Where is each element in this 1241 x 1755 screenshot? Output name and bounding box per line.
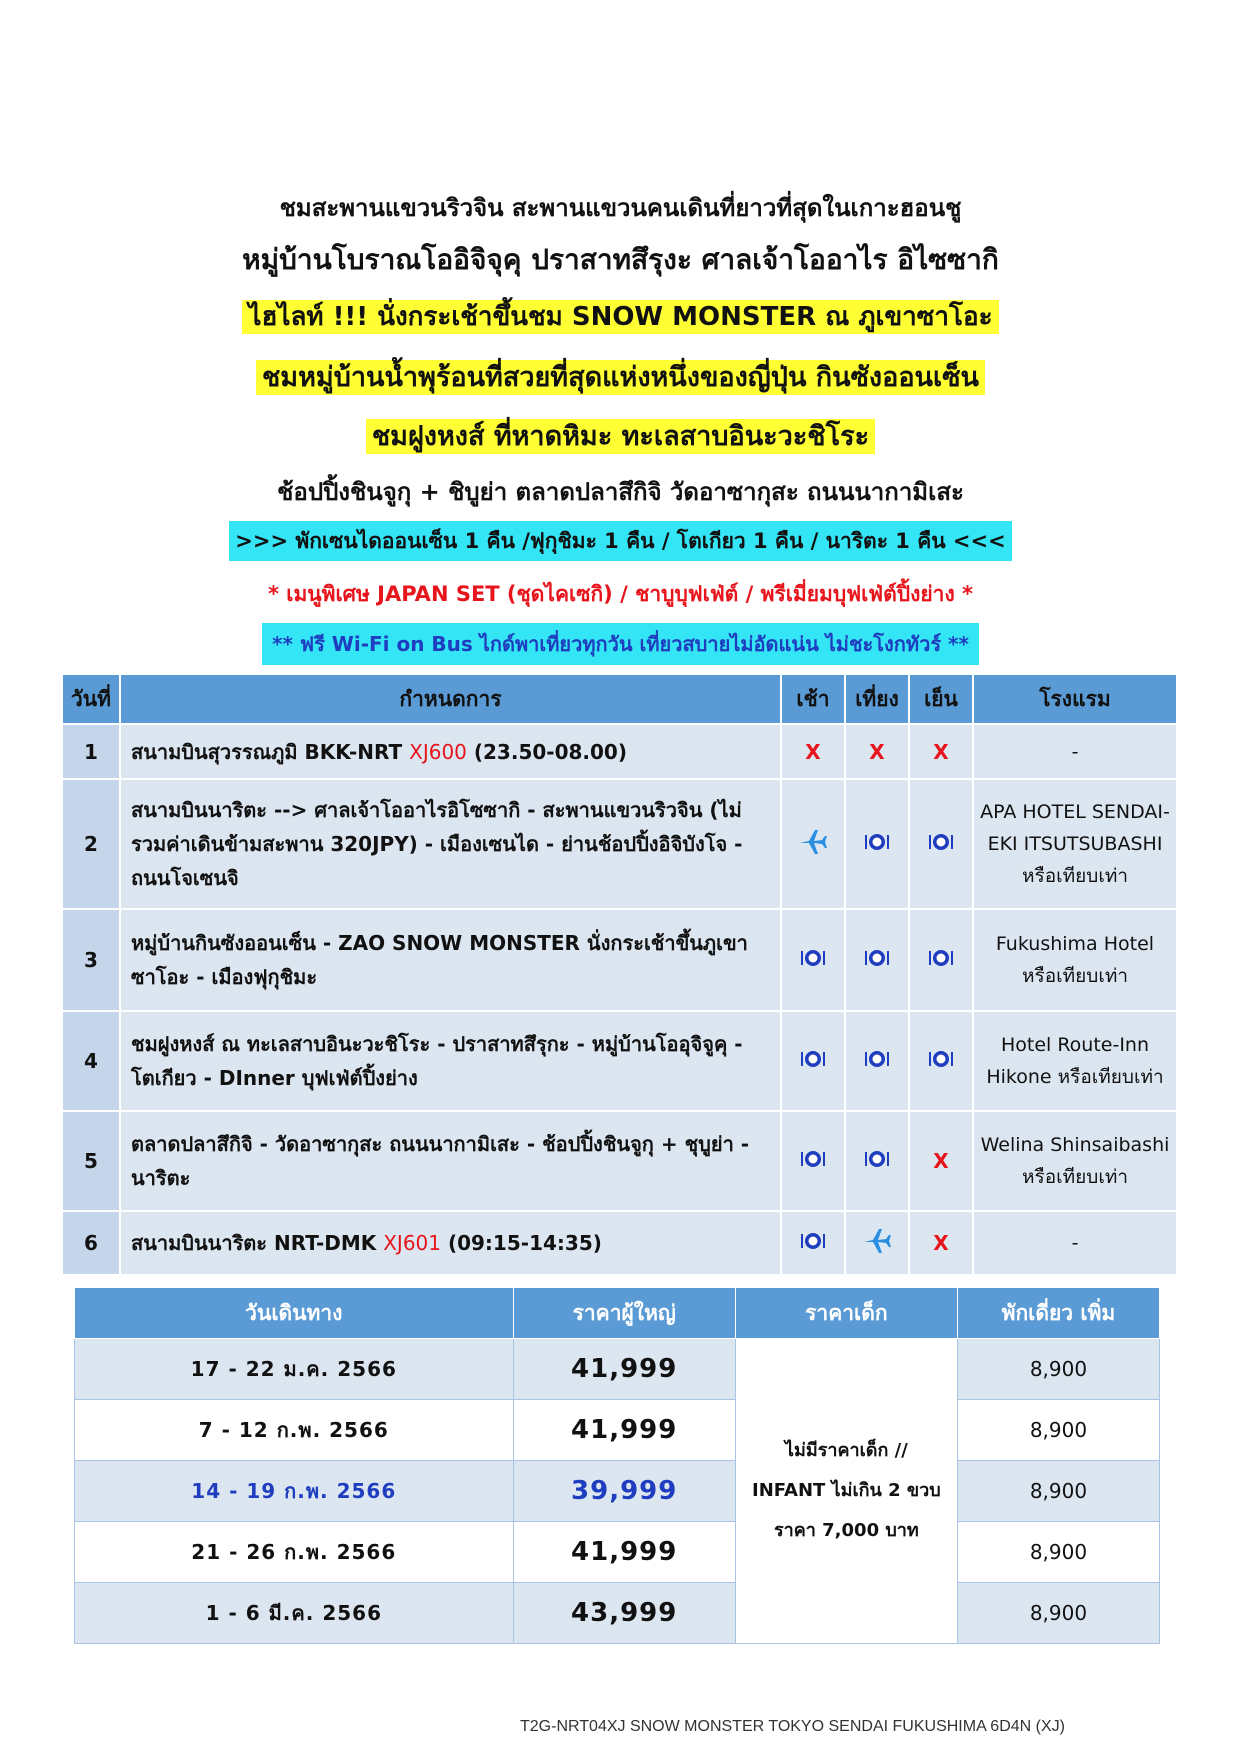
airplane-icon: [797, 826, 829, 863]
headline-4: [0, 355, 1241, 398]
hotel-cell: [973, 724, 1177, 779]
hotel-name: -: [1071, 740, 1079, 763]
day-number: 6: [62, 1211, 120, 1275]
meal-plate-icon: [864, 948, 890, 973]
col-single-header: พักเดี่ยว เพิ่ม: [957, 1288, 1159, 1339]
hotel-name: -: [1071, 1232, 1079, 1254]
hotel-alt: Hikone หรือเทียบเท่า: [986, 1066, 1164, 1088]
headline-2: [0, 238, 1241, 282]
no-meal-icon: X: [933, 739, 949, 764]
hotel-alt: หรือเทียบเท่า: [1021, 865, 1129, 887]
itinerary-row: [62, 1211, 1177, 1275]
price-row: [75, 1583, 1160, 1644]
meal-plate-icon: [928, 1049, 954, 1074]
meal-dinner: [909, 1211, 973, 1275]
price-row: [75, 1400, 1160, 1461]
no-meal-icon: X: [933, 1149, 949, 1173]
meal-breakfast: [781, 909, 845, 1011]
hotel-cell: [973, 779, 1177, 909]
hotel-alt: หรือเทียบเท่า: [1021, 965, 1129, 987]
meal-plate-icon: [800, 1149, 826, 1174]
no-meal-icon: X: [933, 1231, 949, 1255]
meal-lunch: [845, 909, 909, 1011]
program-text: สนามบินนาริตะ NRT-DMK: [131, 1231, 384, 1255]
headline-1-text: ชมสะพานแขวนริวจิน สะพานแขวนคนเดินที่ยาวที่สุดในเกาะฮอนชู: [279, 194, 962, 222]
hotel-name: Welina Shinsaibashi: [980, 1134, 1170, 1156]
price-date: 1 - 6 มี.ค. 2566: [75, 1583, 514, 1644]
price-adult: 43,999: [513, 1583, 735, 1644]
no-meal-icon: X: [869, 739, 885, 764]
meal-dinner: [909, 1011, 973, 1111]
flight-number: XJ600: [409, 739, 467, 764]
headline-2-text: หมู่บ้านโบราณโออิจิจุคุ ปราสาทสึรุงะ ศาลเจ้าโออาไร อิไซซากิ: [242, 243, 999, 276]
flight-number: XJ601: [383, 1231, 441, 1255]
price-single: 8,900: [957, 1461, 1159, 1522]
price-single: 8,900: [957, 1522, 1159, 1583]
price-date: 14 - 19 ก.พ. 2566: [75, 1461, 514, 1522]
hotel-cell: [973, 909, 1177, 1011]
price-single: 8,900: [957, 1583, 1159, 1644]
meal-breakfast: [781, 1011, 845, 1111]
day-number: 1: [62, 724, 120, 779]
day-number: 2: [62, 779, 120, 909]
meal-lunch: [845, 1011, 909, 1111]
hotel-name: APA HOTEL SENDAI-EKI ITSUTSUBASHI: [980, 801, 1170, 855]
meal-breakfast: [781, 779, 845, 909]
headline-7-text: >>> พักเซนไดออนเซ็น 1 คืน /ฟุกุชิมะ 1 คืน / โตเกียว 1 คืน / นาริตะ 1 คืน <<<: [229, 521, 1011, 561]
itinerary-header-row: [62, 674, 1177, 724]
headline-1: [0, 188, 1241, 227]
day-program: [120, 779, 781, 909]
price-adult: 41,999: [513, 1522, 735, 1583]
program-text: หมู่บ้านกินซังออนเซ็น - ZAO SNOW MONSTER นั่งกระเช้าขึ้นภูเขาซาโอะ - เมืองฟุกุชิมะ: [131, 931, 748, 989]
headline-5-text: ชมฝูงหงส์ ที่หาดหิมะ ทะเลสาบอินะวะชิโระ: [366, 419, 875, 454]
price-adult: 41,999: [513, 1339, 735, 1400]
itinerary-row: [62, 724, 1177, 779]
day-program: [120, 1211, 781, 1275]
col-breakfast-header: เช้า: [781, 674, 845, 724]
day-program: [120, 1111, 781, 1211]
headline-9: [0, 628, 1241, 660]
headline-3: [0, 296, 1241, 337]
headline-8: [0, 578, 1241, 611]
hotel-cell: [973, 1111, 1177, 1211]
hotel-alt: หรือเทียบเท่า: [1021, 1166, 1129, 1188]
hotel-cell: [973, 1011, 1177, 1111]
meal-breakfast: [781, 724, 845, 779]
program-text: สนามบินสุวรรณภูมิ BKK-NRT: [131, 739, 410, 764]
hotel-name: Hotel Route-Inn: [1000, 1034, 1150, 1056]
col-child-header: ราคาเด็ก: [735, 1288, 957, 1339]
program-time: (23.50-08.00): [466, 739, 627, 764]
meal-plate-icon: [800, 948, 826, 973]
col-program-header: กำหนดการ: [120, 674, 781, 724]
headline-5: [0, 414, 1241, 457]
price-adult: 41,999: [513, 1400, 735, 1461]
meal-dinner: [909, 1111, 973, 1211]
price-row: [75, 1461, 1160, 1522]
col-lunch-header: เที่ยง: [845, 674, 909, 724]
col-day-header: วันที่: [62, 674, 120, 724]
day-program: [120, 909, 781, 1011]
meal-breakfast: [781, 1111, 845, 1211]
meal-plate-icon: [800, 1231, 826, 1256]
price-single: 8,900: [957, 1339, 1159, 1400]
day-program: [120, 724, 781, 779]
price-row: [75, 1339, 1160, 1400]
meal-dinner: [909, 779, 973, 909]
headline-6: [0, 472, 1241, 511]
meal-breakfast: [781, 1211, 845, 1275]
meal-plate-icon: [800, 1049, 826, 1074]
program-text: สนามบินนาริตะ --> ศาลเจ้าโออาไรอิโซซากิ - สะพานแขวนริวจิน (ไม่รวมค่าเดินข้ามสะพาน 320JPY) - เมืองเซนได - ย่านช้อปปิ้งอิจิบังโจ - ถนนโจเซนจิ: [131, 798, 743, 890]
program-text: ชมฝูงหงส์ ณ ทะเลสาบอินะวะชิโระ - ปราสาทสึรุกะ - หมู่บ้านโออุจิจูคุ - โตเกียว - DInner บุฟเฟ่ต์ปิ้งย่าง: [131, 1032, 743, 1090]
hotel-name: Fukushima Hotel: [995, 933, 1155, 955]
itinerary-row: [62, 1011, 1177, 1111]
price-adult: 39,999: [513, 1461, 735, 1522]
program-time: (09:15-14:35): [441, 1231, 602, 1255]
meal-lunch: [845, 724, 909, 779]
itinerary-table: [61, 673, 1178, 1276]
child-note-line-2: INFANT ไม่เกิน 2 ขวบ: [752, 1480, 941, 1501]
meal-plate-icon: [864, 832, 890, 857]
itinerary-row: [62, 779, 1177, 909]
col-date-header: วันเดินทาง: [75, 1288, 514, 1339]
price-header-row: [75, 1288, 1160, 1339]
meal-plate-icon: [864, 1149, 890, 1174]
meal-plate-icon: [928, 832, 954, 857]
headline-7: [0, 525, 1241, 558]
child-price-note: [735, 1339, 957, 1644]
price-row: [75, 1522, 1160, 1583]
col-dinner-header: เย็น: [909, 674, 973, 724]
no-meal-icon: X: [805, 739, 821, 764]
day-number: 5: [62, 1111, 120, 1211]
headline-9-text: ** ฟรี Wi-Fi on Bus ไกด์พาเที่ยวทุกวัน เที่ยวสบายไม่อัดแน่น ไม่ชะโงกทัวร์ **: [262, 623, 979, 665]
headline-3-text: ไฮไลท์ !!! นั่งกระเช้าขึ้นชม SNOW MONSTER ณ ภูเขาซาโอะ: [242, 300, 998, 334]
price-date: 7 - 12 ก.พ. 2566: [75, 1400, 514, 1461]
col-adult-header: ราคาผู้ใหญ่: [513, 1288, 735, 1339]
price-single: 8,900: [957, 1400, 1159, 1461]
col-hotel-header: โรงแรม: [973, 674, 1177, 724]
headline-8-text: * เมนูพิเศษ JAPAN SET (ชุดไคเซกิ) / ชาบูบุฟเฟ่ต์ / พรีเมี่ยมบุฟเฟ่ต์ปิ้งย่าง *: [267, 582, 974, 606]
headline-4-text: ชมหมู่บ้านน้ำพุร้อนที่สวยที่สุดแห่งหนึ่งของญี่ปุ่น กินซังออนเซ็น: [256, 360, 985, 395]
price-date: 17 - 22 ม.ค. 2566: [75, 1339, 514, 1400]
day-number: 3: [62, 909, 120, 1011]
hotel-cell: [973, 1211, 1177, 1275]
child-note-line-1: ไม่มีราคาเด็ก //: [784, 1440, 908, 1461]
day-number: 4: [62, 1011, 120, 1111]
itinerary-row: [62, 1111, 1177, 1211]
meal-dinner: [909, 909, 973, 1011]
airplane-icon: [861, 1225, 893, 1262]
program-text: ตลาดปลาสึกิจิ - วัดอาซากุสะ ถนนนากามิเสะ - ช้อปปิ้งชินจูกุ + ชุบูย่า - นาริตะ: [131, 1132, 750, 1190]
meal-dinner: [909, 724, 973, 779]
meal-lunch: [845, 779, 909, 909]
meal-lunch: [845, 1111, 909, 1211]
price-table: [74, 1287, 1160, 1644]
footer-code: T2G-NRT04XJ SNOW MONSTER TOKYO SENDAI FUKUSHIMA 6D4N (XJ): [520, 1718, 1065, 1735]
price-date: 21 - 26 ก.พ. 2566: [75, 1522, 514, 1583]
day-program: [120, 1011, 781, 1111]
itinerary-row: [62, 909, 1177, 1011]
child-note-line-3: ราคา 7,000 บาท: [773, 1520, 919, 1541]
meal-plate-icon: [864, 1049, 890, 1074]
meal-plate-icon: [928, 948, 954, 973]
headline-6-text: ช้อปปิ้งชินจูกุ + ชิบูย่า ตลาดปลาสึกิจิ วัดอาซากุสะ ถนนนากามิเสะ: [277, 478, 964, 506]
meal-lunch: [845, 1211, 909, 1275]
